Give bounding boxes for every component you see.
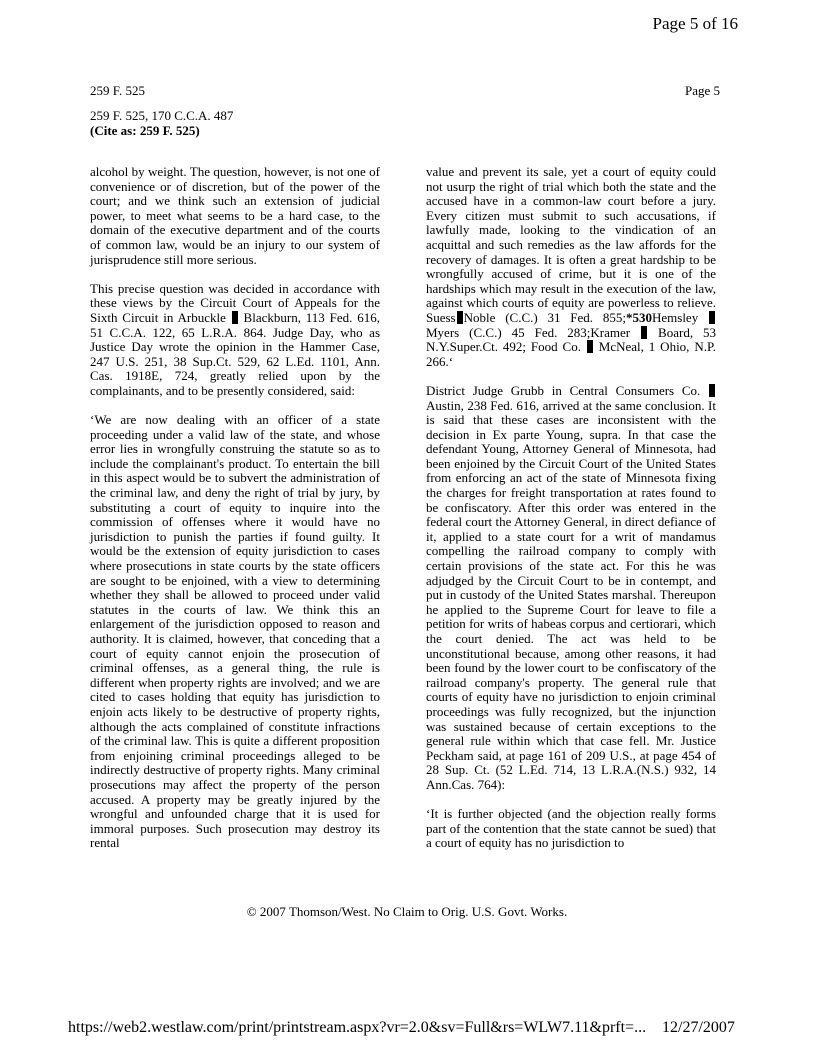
paragraph-text: This precise question was decided in accordance with these views by the Circuit Court of Appeals for the Sixth Circuit in Arbuckle	[90, 280, 380, 325]
paragraph	[426, 384, 716, 793]
paragraph-text: Austin, 238 Fed. 616, arrived at the same conclusion. It is said that these cases are inconsistent with the decision in Ex parte Young, supra. In that case the defendant Young, Attorney General of Minnesota, had been enjoined by the Circuit Court of the United States from enforcing an act of the state of Minnesota fixing the charges for freight transportation at rates found to be confiscatory. After this order was entered in the federal court the Attorney General, in direct defiance of it, applied to a state court for a writ of mandamus compelling the railroad company to comply with certain provisions of the state act. For this he was adjudged by the Circuit Court to be in contempt, and put in custody of the United States marshal. Thereupon he applied to the Supreme Court for leave to file a petition for writs of habeas corpus and certiorari, which the court denied. The act was held to be unconstitutional because, among other reasons, it had been found by the lower court to be confiscatory of the railroad company's property. The general rule that courts of equity have no jurisdiction to enjoin criminal proceedings was fully recognized, but the injunction was sustained because of certain exceptions to the general rule within which that case fell. Mr. Justice Peckham said, at page 161 of 209 U.S., at page 454 of 28 Sup. Ct. (52 L.Ed. 714, 13 L.R.A.(N.S.) 932, 14 Ann.Cas. 764):	[426, 397, 716, 792]
paragraph-text: District Judge Grubb in Central Consumers Co.	[426, 382, 701, 398]
redaction-mark	[641, 326, 647, 339]
paragraph-text: Myers (C.C.) 45 Fed. 283;Kramer	[426, 324, 631, 340]
redaction-mark	[457, 311, 463, 324]
reporter-line: 259 F. 525, 170 C.C.A. 487	[90, 108, 234, 123]
block-quote: ‘We are now dealing with an officer of a state proceeding under a valid law of the state, and whose error lies in wrongfully construing the statute so as to include the complainant's product. To entertain the bill in this aspect would be to subvert the administration of the criminal law, and deny the right of trial by jury, by substituting a court of equity to inquire into the commission of offenses where it would have no jurisdiction to punish the parties if found guilty. It would be the extension of equity jurisdiction to cases where prosecutions in state courts by the state officers are sought to be enjoined, with a view to determining whether they shall be allowed to proceed under valid statutes in the courts of law. We think this an enlargement of the jurisdiction opposed to reason and authority. It is claimed, however, that conceding that a court of equity cannot enjoin the prosecution of criminal offenses, as a general thing, the rule is different when property rights are involved; and we are cited to cases holding that equity has jurisdiction to enjoin acts likely to be destructive of property rights, although the acts complained of constitute infractions of the criminal law. This is quite a different proposition from enjoining criminal proceedings alleged to be indirectly destructive of property rights. Many criminal prosecutions may affect the property of the person accused. A property may be greatly injured by the wrongful and unfounded charge that it is used for immoral purposes. Such prosecution may destroy its rental	[90, 412, 380, 851]
paragraph-text: Board, 53 N.Y.Super.Ct. 492; Food Co.	[426, 324, 717, 355]
print-date: 12/27/2007	[662, 1019, 735, 1036]
paragraph-text: Hemsley	[651, 309, 699, 325]
left-column	[90, 165, 380, 866]
copyright-notice: © 2007 Thomson/West. No Claim to Orig. U.S. Govt. Works.	[246, 904, 568, 919]
page-number: Page 5 of 16	[652, 14, 738, 33]
page-label: Page 5	[684, 83, 720, 98]
right-column	[426, 165, 716, 866]
redaction-mark	[232, 311, 238, 324]
reporter-citation	[90, 108, 233, 138]
redaction-mark	[709, 384, 715, 397]
paragraph-text: Blackburn, 113 Fed. 616, 51 C.C.A. 122, 65 L.R.A. 864. Judge Day, who as Justice Day wrote the opinion in the Hammer Case, 247 U.S. 251, 38 Sup.Ct. 529, 62 L.Ed. 1101, Ann. Cas. 1918E, 724, greatly relied upon by the complainants, and to be presently considered, said:	[90, 309, 380, 398]
star-page: *530	[625, 309, 652, 325]
print-url[interactable]: https://web2.westlaw.com/print/printstream.aspx?vr=2.0&sv=Full&rs=WLW7.11&prft=...	[68, 1019, 647, 1036]
block-quote	[426, 165, 716, 369]
paragraph	[90, 282, 380, 399]
redaction-mark	[709, 311, 715, 324]
paragraph-text: McNeal, 1 Ohio, N.P. 266.‘	[426, 339, 717, 369]
paragraph-text: value and prevent its sale, yet a court of equity could not usurp the right of trial which both the state and the accused have in a common-law court before a jury. Every citizen must submit to such accusations, if lawfully made, looking to the vindication of an acquittal and such remedies as the law affords for the recovery of damages. It is often a great hardship to be wrongfully accused of crime, but it is one of the hardships which may result in the execution of the law, against which courts of equity are powerless to relieve. Suess	[426, 164, 716, 325]
block-quote: ‘It is further objected (and the objection really forms part of the contention that the state cannot be sued) that a court of equity has no jurisdiction to	[426, 806, 716, 851]
cite-as-line: (Cite as: 259 F. 525)	[90, 123, 200, 138]
citation-header: 259 F. 525	[90, 83, 145, 98]
paragraph: alcohol by weight. The question, however, is not one of convenience or of discretion, but of the power of the court; and we think such an extension of judicial power, to meet what seems to be a hard case, to the domain of the executive department and of the courts of common law, would be an injury to our system of jurisprudence still more serious.	[90, 164, 380, 267]
redaction-mark	[587, 340, 593, 353]
paragraph-text: Noble (C.C.) 31 Fed. 855;	[463, 309, 626, 325]
